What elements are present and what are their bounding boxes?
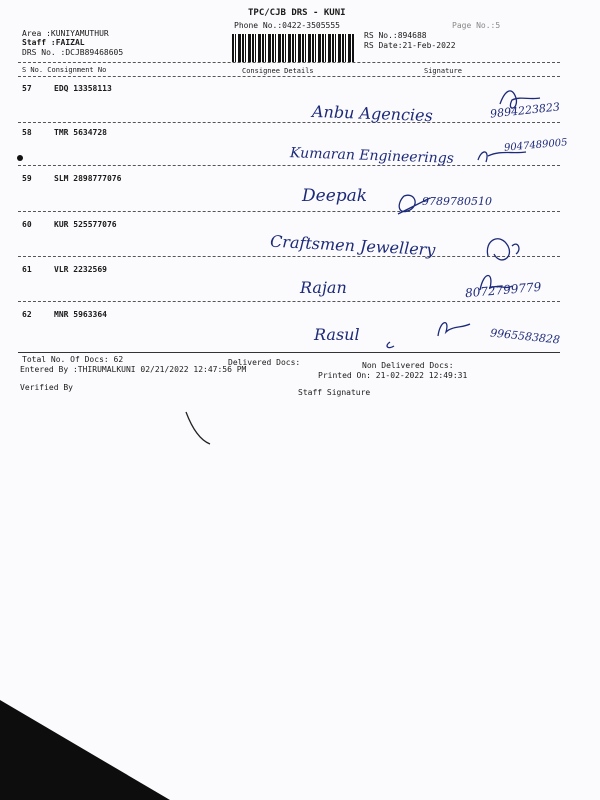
handwritten-phone: 9789780510: [422, 195, 492, 208]
area-label: Area :KUNIYAMUTHUR: [22, 29, 109, 38]
column-header-sno: S No. Consignment No: [22, 66, 107, 74]
handwritten-phone: 8072799779: [464, 279, 542, 301]
handwritten-phone: 9965583828: [489, 326, 561, 347]
handwritten-consignee: Rasul: [314, 325, 360, 344]
staff-label: Staff :FAIZAL: [22, 38, 85, 47]
handwritten-consignee: Rajan: [300, 278, 347, 297]
drs-number: DRS No. :DCJB89468605: [22, 48, 124, 57]
handwritten-consignee: Deepak: [302, 186, 368, 206]
row-consignment: KUR 525577076: [54, 220, 117, 229]
total-docs: Total No. Of Docs: 62: [22, 355, 124, 364]
handwritten-phone: 9894223823: [489, 100, 561, 121]
signature-mark: [480, 276, 512, 291]
phone-number: Phone No.:0422-3505555: [234, 21, 340, 30]
signature-mark: [478, 152, 526, 162]
row-sno: 62: [22, 310, 32, 319]
delivered-docs: Delivered Docs:: [228, 358, 301, 367]
non-delivered-docs: Non Delivered Docs:: [362, 361, 454, 370]
row-consignment: TMR 5634728: [54, 128, 107, 137]
handwritten-consignee: Anbu Agencies: [311, 101, 434, 126]
column-header-signature: Signature: [424, 67, 462, 75]
entered-by: Entered By :THIRUMALKUNI 02/21/2022 12:47:56 PM: [20, 365, 247, 374]
row-sno: 58: [22, 128, 32, 137]
row-consignment: EDQ 13358113: [54, 84, 112, 93]
handwritten-consignee: Kumaran Engineerings: [289, 145, 455, 167]
signature-mark: [500, 91, 540, 108]
handwritten-consignee: Craftsmen Jewellery: [269, 231, 436, 260]
pen-stroke: [186, 412, 210, 444]
ink-dot: [17, 155, 23, 161]
handwritten-phone: 9047489005: [503, 137, 568, 154]
row-sno: 61: [22, 265, 32, 274]
column-header-details: Consignee Details: [242, 67, 314, 75]
page-number: Page No.:5: [452, 21, 501, 30]
signature-mark: [387, 323, 470, 348]
row-consignment: VLR 2232569: [54, 265, 107, 274]
row-sno: 60: [22, 220, 32, 229]
printed-on: Printed On: 21-02-2022 12:49:31: [318, 371, 468, 380]
signature-mark: [398, 195, 430, 214]
row-sno: 59: [22, 174, 32, 183]
row-consignment: SLM 2898777076: [54, 174, 122, 183]
row-sno: 57: [22, 84, 32, 93]
document-title: TPC/CJB DRS - KUNI: [248, 8, 346, 18]
rs-number: RS No.:894688: [364, 31, 427, 40]
signature-mark: [487, 239, 519, 260]
row-consignment: MNR 5963364: [54, 310, 107, 319]
rs-date: RS Date:21-Feb-2022: [364, 41, 456, 50]
staff-signature: Staff Signature: [298, 388, 371, 397]
scan-shadow-corner: [0, 700, 170, 800]
verified-by: Verified By: [20, 383, 73, 392]
